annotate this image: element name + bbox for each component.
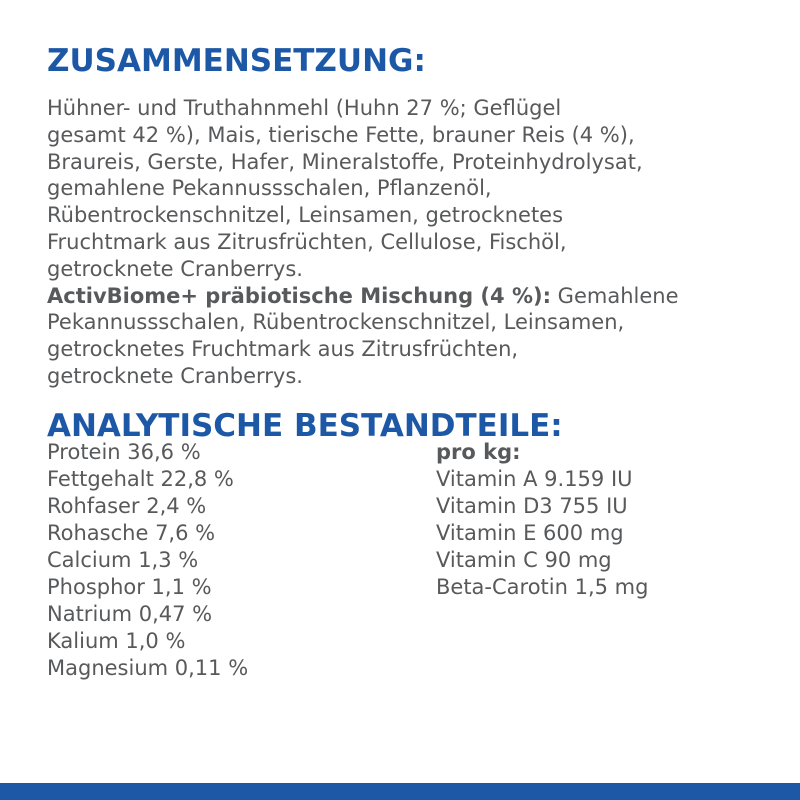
analysis-item: Rohasche 7,6 % <box>47 521 216 545</box>
composition-line: Fruchtmark aus Zitrusfrüchten, Cellulose, Fischöl, <box>47 229 567 254</box>
vitamin-item: Vitamin A 9.159 IU <box>436 467 633 491</box>
analysis-item: Protein 36,6 % <box>47 440 201 464</box>
vitamin-item: Beta-Carotin 1,5 mg <box>436 575 649 599</box>
prebiotic-line: getrocknetes Fruchtmark aus Zitrusfrüchten, <box>47 337 519 362</box>
prebiotic-label: ActivBiome+ präbiotische Mischung (4 %): <box>47 283 551 308</box>
analysis-item: Phosphor 1,1 % <box>47 575 212 599</box>
analysis-item: Magnesium 0,11 % <box>47 656 249 680</box>
vitamin-list <box>436 439 648 601</box>
prebiotic-line: Pekannussschalen, Rübentrockenschnitzel, Leinsamen, <box>47 310 625 335</box>
analysis-item: Kalium 1,0 % <box>47 629 186 653</box>
analysis-heading: ANALYTISCHE BESTANDTEILE: <box>47 408 563 444</box>
composition-line: getrocknete Cranberrys. <box>47 256 303 281</box>
composition-line: Rübentrockenschnitzel, Leinsamen, getrocknetes <box>47 203 564 228</box>
analysis-item: Natrium 0,47 % <box>47 602 213 626</box>
composition-line: Braureis, Gerste, Hafer, Mineralstoffe, Proteinhydrolysat, <box>47 149 643 174</box>
composition-text <box>47 95 787 390</box>
bottom-bar <box>0 783 800 800</box>
analysis-item: Calcium 1,3 % <box>47 548 199 572</box>
vitamin-item: Vitamin E 600 mg <box>436 521 624 545</box>
composition-line: gesamt 42 %), Mais, tierische Fette, brauner Reis (4 %), <box>47 122 635 147</box>
vitamin-item: Vitamin C 90 mg <box>436 548 612 572</box>
analysis-item: Fettgehalt 22,8 % <box>47 467 234 491</box>
vitamin-item: Vitamin D3 755 IU <box>436 494 628 518</box>
analysis-list <box>47 439 248 682</box>
composition-line: Hühner- und Truthahnmehl (Huhn 27 %; Geflügel <box>47 96 562 120</box>
composition-line: gemahlene Pekannussschalen, Pflanzenöl, <box>47 176 492 201</box>
prebiotic-line <box>47 283 787 310</box>
vitamin-subheading: pro kg: <box>436 440 521 464</box>
prebiotic-line: getrocknete Cranberrys. <box>47 363 303 388</box>
prebiotic-text: Gemahlene <box>551 283 679 308</box>
composition-heading: ZUSAMMENSETZUNG: <box>47 43 426 79</box>
analysis-item: Rohfaser 2,4 % <box>47 494 207 518</box>
